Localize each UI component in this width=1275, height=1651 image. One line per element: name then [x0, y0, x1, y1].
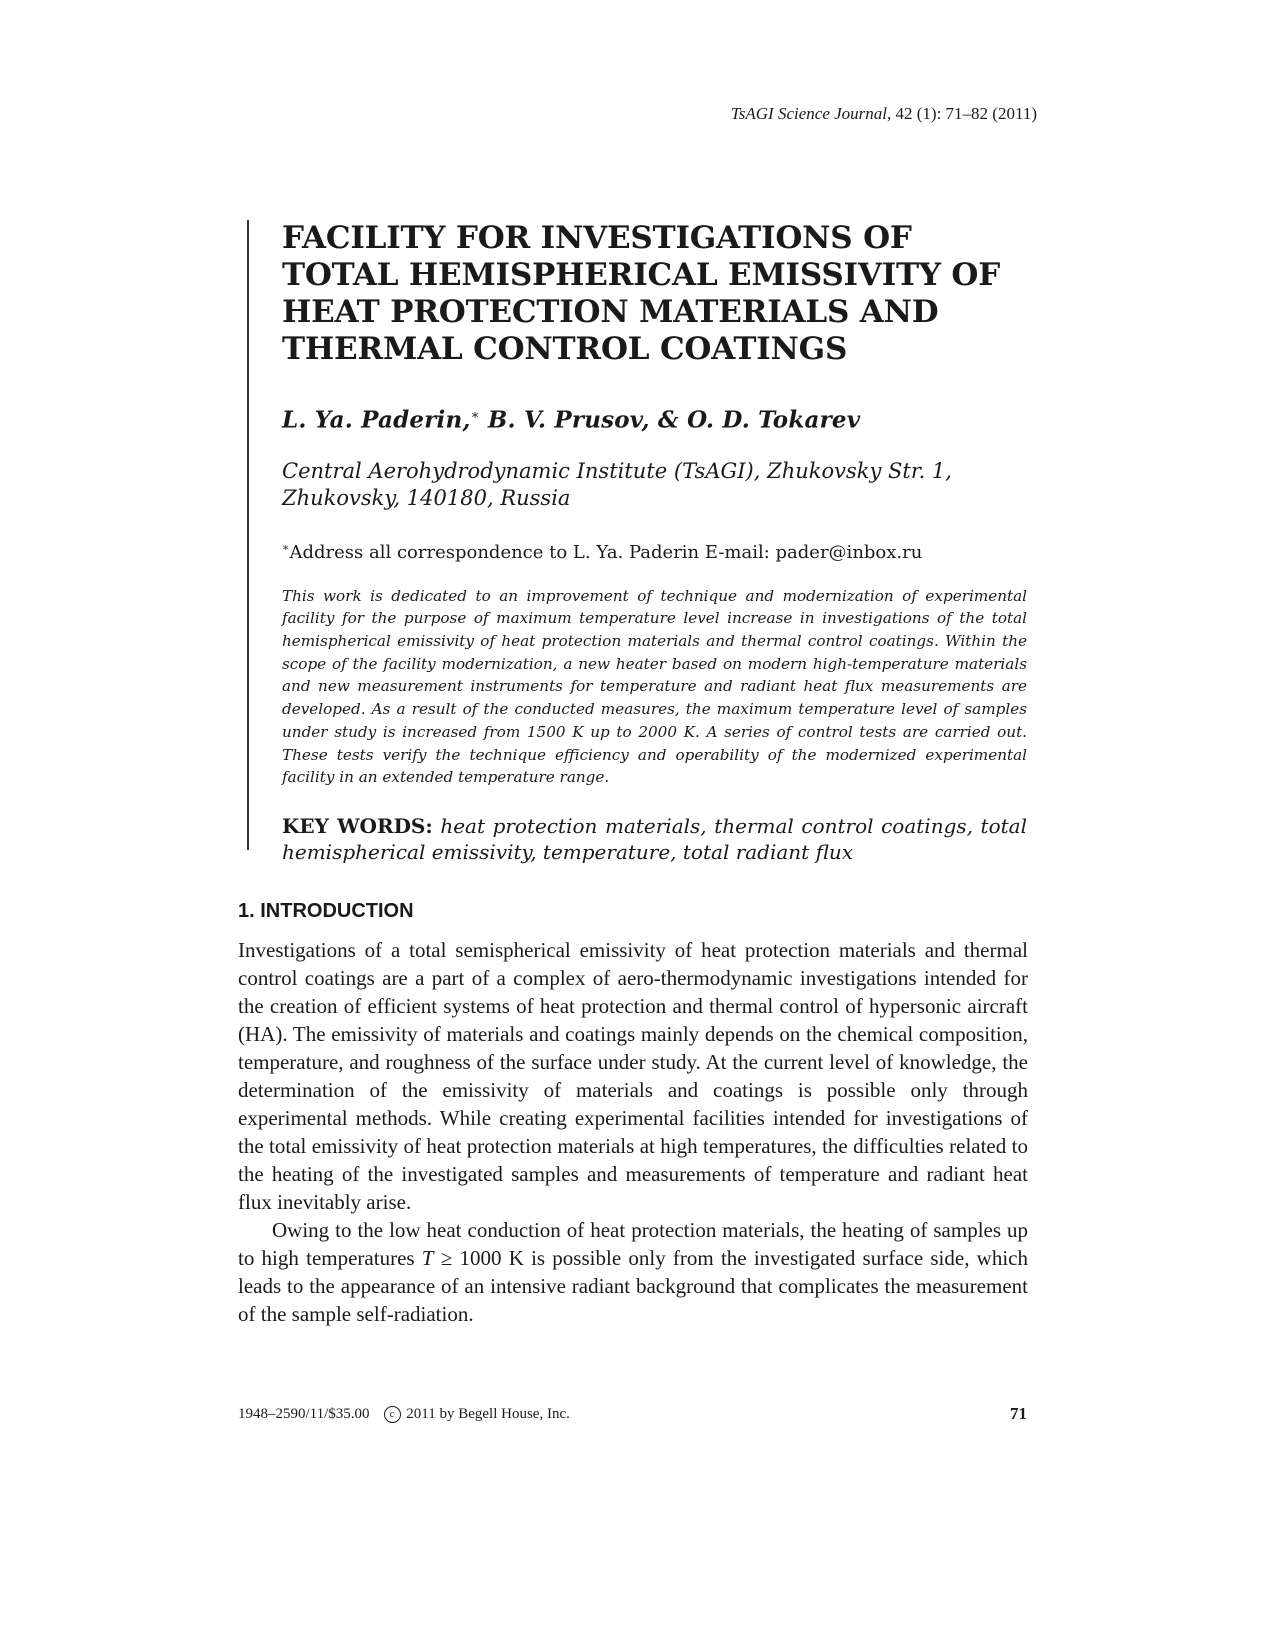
journal-reference — [731, 104, 1037, 124]
keywords-label: KEY WORDS: — [282, 813, 433, 838]
journal-name: TsAGI Science Journal, — [730, 104, 892, 123]
correspondence-mark: ∗ — [282, 540, 290, 554]
temperature-variable: T — [421, 1246, 434, 1270]
footer-publication-info — [238, 1406, 570, 1423]
body-paragraph-2 — [238, 1216, 1028, 1328]
first-author: L. Ya. Paderin, — [282, 406, 471, 434]
front-matter-content — [282, 220, 1027, 865]
paragraph-2-start: Owing to the low heat conduction of heat protection materials, the heating of samples up to high temperatures — [238, 1218, 1028, 1270]
corresponding-author-mark: ∗ — [470, 408, 480, 423]
issn-price: 1948–2590/11/$35.00 — [238, 1406, 370, 1422]
author-list — [282, 401, 1027, 436]
section-heading: 1. INTRODUCTION — [238, 900, 414, 922]
co-authors: B. V. Prusov, & O. D. Tokarev — [487, 406, 861, 434]
article-title: FACILITY FOR INVESTIGATIONS OF TOTAL HEMISPHERICAL EMISSIVITY OF HEAT PROTECTION MATERIALS AND THERMAL CONTROL COATINGS — [282, 220, 1001, 367]
body-paragraph-1: Investigations of a total semispherical emissivity of heat protection materials and thermal control coatings are a part of a complex of aero-thermodynamic investigations intended for the creation of efficient systems of heat protection and thermal control of hypersonic aircraft (HA). The emissivity of materials and coatings mainly depends on the chemical composition, temperature, and roughness of the surface under study. At the current level of knowledge, the determination of the emissivity of materials and coatings is possible only through experimental methods. While creating experimental facilities intended for investigations of the total emissivity of heat protection materials at high temperatures, the difficulties related to the heating of the investigated samples and measurements of temperature and radiant heat flux inevitably arise. — [238, 938, 1028, 1214]
abstract: This work is dedicated to an improvement of technique and modernization of experimental facility for the purpose of maximum temperature level increase in investigations of the total hemispherical emissivity of heat protection materials and thermal control coatings. Within the scope of the facility modernization, a new heater based on modern high-temperature materials and new measurement instruments for temperature and radiant heat flux measurements are developed. As a result of the conducted measures, the maximum temperature level of samples under study is increased from 1500 K up to 2000 K. A series of control tests are carried out. These tests verify the technique efficiency and operability of the modernized experimental facility in an extended temperature range. — [282, 586, 1027, 787]
section-body — [238, 936, 1028, 1328]
page-number: 71 — [1010, 1404, 1027, 1423]
keywords-list: heat protection materials, thermal control coatings, total hemispherical emissivity, temperature, total radiant flux — [282, 813, 1027, 864]
correspondence-text: Address all correspondence to L. Ya. Paderin E-mail: pader@inbox.ru — [289, 541, 923, 563]
copyright-text: 2011 by Begell House, Inc. — [406, 1406, 570, 1422]
keywords — [282, 813, 1027, 865]
journal-citation: 42 (1): 71–82 (2011) — [895, 104, 1037, 123]
front-matter — [247, 220, 1029, 864]
copyright-icon: c — [384, 1406, 401, 1423]
correspondence-note — [282, 536, 1027, 565]
author-affiliation: Central Aerohydrodynamic Institute (TsAGI), Zhukovsky Str. 1, Zhukovsky, 140180, Russia — [282, 458, 952, 510]
paragraph-2-end: ≥ 1000 K is possible only from the investigated surface side, which leads to the appearance of an intensive radiant background that complicates the measurement of the sample self-radiation. — [238, 1246, 1029, 1326]
